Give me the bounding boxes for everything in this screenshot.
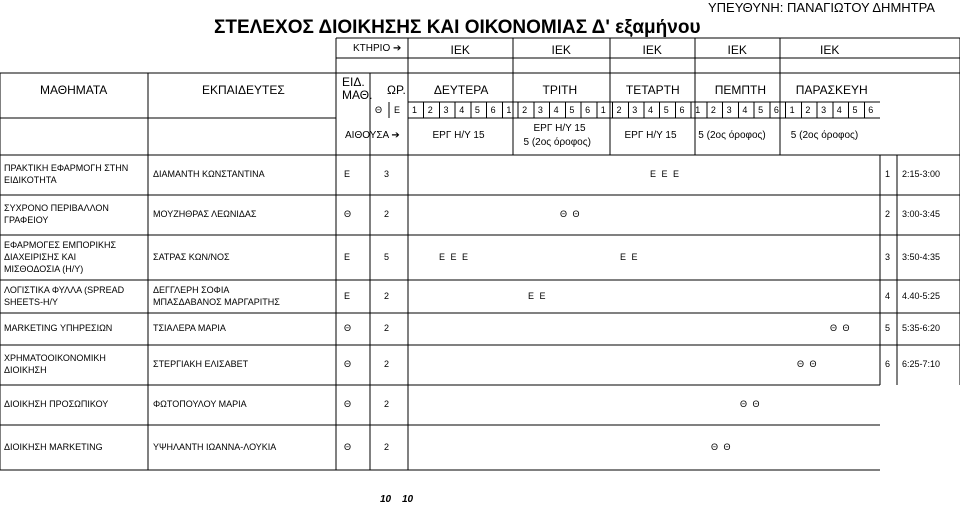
period-number: 2 <box>616 105 622 115</box>
period-number: 4 <box>459 105 465 115</box>
footer-total-1: 10 <box>380 494 392 505</box>
teacher-name: ΔΕΓΓΛΕΡΗ ΣΟΦΙΑ <box>153 284 230 295</box>
schedule-marks: Ε Ε Ε <box>650 169 680 179</box>
course-name: ΕΦΑΡΜΟΓΕΣ ΕΜΠΟΡΙΚΗΣ <box>4 239 117 250</box>
course-hours: 2 <box>384 323 390 333</box>
period-no: 4 <box>885 290 891 301</box>
page-title: ΣΤΕΛΕΧΟΣ ΔΙΟΙΚΗΣΗΣ ΚΑΙ ΟΙΚΟΝΟΜΙΑΣ Δ' εξαμήνου <box>214 17 701 38</box>
course-hours: 3 <box>384 169 390 179</box>
day-header: ΤΡΙΤΗ <box>542 83 578 97</box>
teacher-name: ΔΙΑΜΑΝΤΗ ΚΩΝΣΤΑΝΤΙΝΑ <box>153 169 265 179</box>
period-number: 1 <box>600 105 606 115</box>
course-name: ΜΙΣΘΟΔΟΣΙΑ (Η/Υ) <box>4 263 84 274</box>
period-number: 4 <box>742 105 748 115</box>
period-time: 4.40-5:25 <box>902 290 941 301</box>
room-value-line2: 5 (2ος όροφος) <box>523 137 591 148</box>
course-type: Θ <box>344 441 352 452</box>
period-number: 1 <box>412 105 418 115</box>
schedule-marks: Ε Ε Ε <box>439 251 469 262</box>
subtype-theory: Θ <box>375 105 383 115</box>
room-value: ΕΡΓ Η/Υ 15 <box>624 130 677 141</box>
col-type-header-line2: ΜΑΘ. <box>342 88 373 102</box>
period-number: 3 <box>632 105 638 115</box>
period-number: 5 <box>758 105 764 115</box>
period-number: 2 <box>522 105 528 115</box>
period-number: 6 <box>585 105 591 115</box>
col-type-header-line1: ΕΙΔ. <box>342 75 365 89</box>
period-no: 3 <box>885 251 891 262</box>
building-value: ΙΕΚ <box>642 43 662 57</box>
schedule-marks: Θ Θ <box>711 441 731 452</box>
course-type: Ε <box>344 169 351 179</box>
period-number: 3 <box>821 105 827 115</box>
period-number: 4 <box>836 105 842 115</box>
room-value: ΕΡΓ Η/Υ 15 <box>432 130 485 141</box>
period-number: 3 <box>443 105 449 115</box>
period-no: 6 <box>885 359 891 369</box>
teacher-name: ΦΩΤΟΠΟΥΛΟΥ ΜΑΡΙΑ <box>153 399 247 409</box>
schedule-marks: Θ Θ <box>830 323 850 333</box>
course-hours: 2 <box>384 209 390 219</box>
footer-total-2: 10 <box>402 494 414 505</box>
room-label: ΑΙΘΟΥΣΑ ➔ <box>345 130 400 141</box>
course-hours: 5 <box>384 251 390 262</box>
period-number: 5 <box>852 105 858 115</box>
course-type: Ε <box>344 251 351 262</box>
course-name: ΣΥΧΡΟΝΟ ΠΕΡΙΒΑΛΛΟΝ <box>4 203 109 213</box>
course-type: Θ <box>344 209 352 219</box>
period-time: 2:15-3:00 <box>902 169 941 179</box>
period-number: 5 <box>663 105 669 115</box>
course-hours: 2 <box>384 441 390 452</box>
course-type: Ε <box>344 290 351 301</box>
course-name: ΔΙΑΧΕΙΡΙΣΗΣ ΚΑΙ <box>4 251 77 262</box>
period-time: 3:50-4:35 <box>902 251 941 262</box>
period-number: 6 <box>490 105 496 115</box>
period-number: 6 <box>679 105 685 115</box>
schedule-marks: Θ Θ <box>560 209 580 219</box>
course-name: ΧΡΗΜΑΤΟΟΙΚΟΝΟΜΙΚΗ <box>4 353 106 363</box>
schedule-marks: Θ Θ <box>797 359 817 369</box>
col-hours-header: ΩΡ. <box>387 83 406 97</box>
responsible-label: ΥΠΕΥΘΥΝΗ: ΠΑΝΑΓΙΩΤΟΥ ΔΗΜΗΤΡΑ <box>708 0 935 15</box>
period-number: 3 <box>726 105 732 115</box>
course-type: Θ <box>344 359 352 369</box>
building-value: ΙΕΚ <box>450 43 470 57</box>
course-hours: 2 <box>384 399 390 409</box>
course-hours: 2 <box>384 290 390 301</box>
period-number: 2 <box>710 105 716 115</box>
course-name: SHEETS-Η/Υ <box>4 296 59 307</box>
course-type: Θ <box>344 323 352 333</box>
period-time: 5:35-6:20 <box>902 323 941 333</box>
teacher-name: ΜΟΥΖΗΘΡΑΣ ΛΕΩΝΙΔΑΣ <box>153 209 257 219</box>
teacher-name: ΣΤΕΡΓΙΑΚΗ ΕΛΙΣΑΒΕΤ <box>153 359 249 369</box>
building-value: ΙΕΚ <box>820 43 840 57</box>
period-number: 2 <box>427 105 433 115</box>
period-no: 5 <box>885 323 891 333</box>
col-courses-header: ΜΑΘΗΜΑΤΑ <box>40 83 108 97</box>
period-number: 1 <box>506 105 512 115</box>
day-header: ΤΕΤΑΡΤΗ <box>625 83 680 97</box>
period-number: 3 <box>537 105 543 115</box>
period-number: 4 <box>553 105 559 115</box>
course-name: ΓΡΑΦΕΙΟΥ <box>4 215 49 225</box>
day-header: ΠΕΜΠΤΗ <box>714 83 767 97</box>
course-type: Θ <box>344 399 352 409</box>
course-name: ΕΙΔΙΚΟΤΗΤΑ <box>4 175 57 185</box>
period-time: 6:25-7:10 <box>902 359 941 369</box>
schedule-marks: Ε Ε <box>528 290 546 301</box>
building-value: ΙΕΚ <box>551 43 571 57</box>
period-number: 6 <box>773 105 779 115</box>
building-label: ΚΤΗΡΙΟ ➔ <box>353 43 402 54</box>
course-name: ΛΟΓΙΣΤΙΚΑ ΦΥΛΛΑ (SPREAD <box>4 284 125 295</box>
subtype-lab: Ε <box>394 105 401 115</box>
period-number: 1 <box>695 105 701 115</box>
schedule-marks: Ε Ε <box>620 251 638 262</box>
room-value: ΕΡΓ Η/Υ 15 <box>533 123 586 134</box>
day-header: ΔΕΥΤΕΡΑ <box>433 83 489 97</box>
course-name: MARKETING ΥΠΗΡΕΣΙΩΝ <box>4 323 113 333</box>
period-number: 1 <box>789 105 795 115</box>
room-value: 5 (2ος όροφος) <box>698 130 766 141</box>
teacher-name: ΤΣΙΑΛΕΡΑ ΜΑΡΙΑ <box>153 323 226 333</box>
period-number: 5 <box>474 105 480 115</box>
course-name: ΔΙΟΙΚΗΣΗ MARKETING <box>4 441 103 452</box>
course-name: ΔΙΟΙΚΗΣΗ <box>4 365 47 375</box>
period-number: 2 <box>805 105 811 115</box>
period-number: 6 <box>868 105 874 115</box>
period-no: 2 <box>885 209 891 219</box>
course-hours: 2 <box>384 359 390 369</box>
schedule-marks: Θ Θ <box>740 399 760 409</box>
col-teachers-header: ΕΚΠΑΙΔΕΥΤΕΣ <box>202 83 285 97</box>
teacher-name: ΥΨΗΛΑΝΤΗ ΙΩΑΝΝΑ-ΛΟΥΚΙΑ <box>153 441 277 452</box>
teacher-name: ΣΑΤΡΑΣ ΚΩΝ/ΝΟΣ <box>153 251 230 262</box>
course-name: ΠΡΑΚΤΙΚΗ ΕΦΑΡΜΟΓΗ ΣΤΗΝ <box>4 163 129 173</box>
period-number: 4 <box>648 105 654 115</box>
teacher-name: ΜΠΑΣΔΑΒΑΝΟΣ ΜΑΡΓΑΡΙΤΗΣ <box>153 296 280 307</box>
day-header: ΠΑΡΑΣΚΕΥΗ <box>795 83 868 97</box>
building-value: ΙΕΚ <box>727 43 747 57</box>
period-time: 3:00-3:45 <box>902 209 941 219</box>
room-value: 5 (2ος όροφος) <box>790 130 859 141</box>
period-no: 1 <box>885 169 891 179</box>
course-name: ΔΙΟΙΚΗΣΗ ΠΡΟΣΩΠΙΚΟΥ <box>4 399 109 409</box>
period-number: 5 <box>569 105 575 115</box>
